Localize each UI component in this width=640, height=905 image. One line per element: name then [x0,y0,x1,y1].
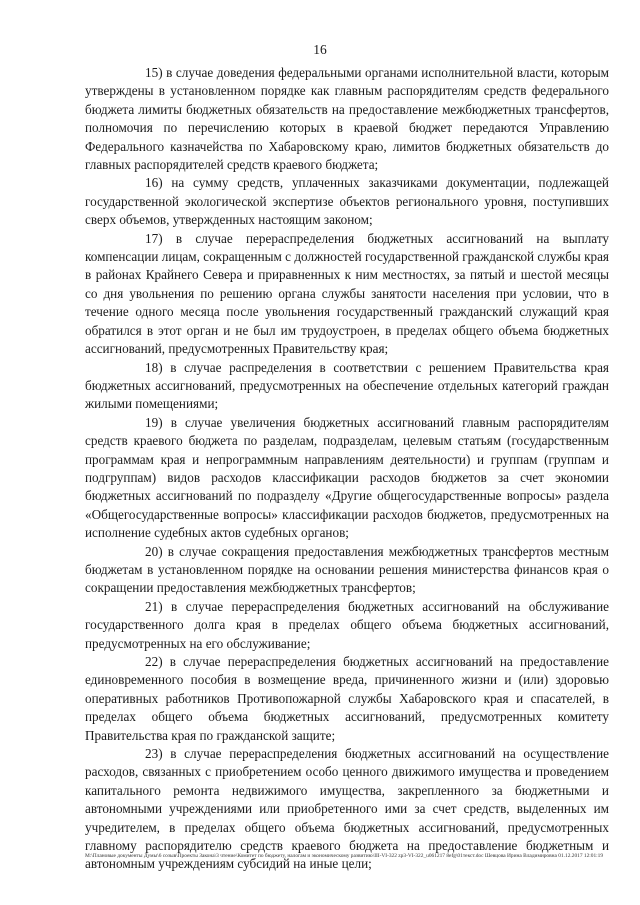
paragraph-16: 16) на сумму средств, уплаченных заказчиками документации, подлежащей государственной экологической экспертизе объектов регионального уровня, поступивших сверх объемов, утвержденных настоящим законом; [85,175,609,228]
paragraph-22: 22) в случае перераспределения бюджетных ассигнований на предоставление единовременного пособия в возмещение вреда, причиненного жизни и (или) здоровью оперативных работников Противопожарной службы Хабаровского края и спасателей, в пределах общего объема бюджетных ассигнований, предусмотренных комитету Правительства края по гражданской защите; [85,654,609,743]
paragraph-17: 17) в случае перераспределения бюджетных ассигнований на выплату компенсации лицам, сокращенным с должностей государственной гражданской службы края в районах Крайнего Севера и приравненных к ним местностях, за пятый и шестой месяцы со дня увольнения по решению органа службы занятости населения при условии, что в течение одного месяца после увольнения государственный гражданский служащий края обратился в этот орган и не был им трудоустроен, в пределах общего объема бюджетных ассигнований, предусмотренных Правительству края; [85,230,609,357]
paragraph-21: 21) в случае перераспределения бюджетных ассигнований на обслуживание государственного долга края в пределах общего объема бюджетных ассигнований, предусмотренных на его обслуживание; [85,598,609,651]
paragraph-18: 18) в случае распределения в соответствии с решением Правительства края бюджетных ассигнований, предусмотренных на обеспечение отдельных категорий граждан жилыми помещениями; [85,359,609,412]
paragraph-15: 15) в случае доведения федеральными органами исполнительной власти, которым утверждены в установленном порядке как главным распорядителям средств федерального бюджета лимиты бюджетных обязательств на предоставление межбюджетных трансфертов, полномочия по перечислению которых в краевой бюджет передаются Управлению Федерального казначейства по Хабаровскому краю, лимитов бюджетных обязательств до главных распорядителей средств краевого бюджета; [85,65,609,173]
paragraph-20: 20) в случае сокращения предоставления межбюджетных трансфертов местным бюджетам в установленном порядке на основании решения министерства финансов края о сокращении предоставления межбюджетных трансфертов; [85,543,609,596]
file-path-footer: M:\Плановые документы Думы\6 созыв\Проекты Закона\3 чтение\Комитет по бюджету, налогам и экономическому развитию\III-VI-322 zp3-VI-322_u061217 8efg\01текст.doc Шевцова Ирина Владимировна 01.12.2017 12:01:19 [85,853,604,859]
paragraph-19: 19) в случае увеличения бюджетных ассигнований главным распорядителям средств краевого бюджета по разделам, подразделам, целевым статьям (государственным программам края и непрограммным направлениям деятельности) и группам (группам и подгруппам) видов расходов классификации расходов бюджетов за счет экономии бюджетных ассигнований по подразделу «Другие общегосударственные вопросы» раздела «Общегосударственные вопросы» классификации расходов бюджетов, предусмотренных на исполнение судебных актов судебных органов; [85,414,609,541]
page-number: 16 [313,42,327,57]
document-body [85,64,609,874]
paragraph-23: 23) в случае перераспределения бюджетных ассигнований на осуществление расходов, связанных с приобретением особо ценного движимого имущества и проведением капитального ремонта недвижимого имущества, закрепленного за бюджетными и автономными учреждениями или приобретенного ими за счет средств, выделенных им учредителем, в пределах общего объема бюджетных ассигнований, предусмотренных главному распорядителю средств краевого бюджета на предоставление бюджетным и автономным учреждениям субсидий на иные цели; [85,746,609,872]
